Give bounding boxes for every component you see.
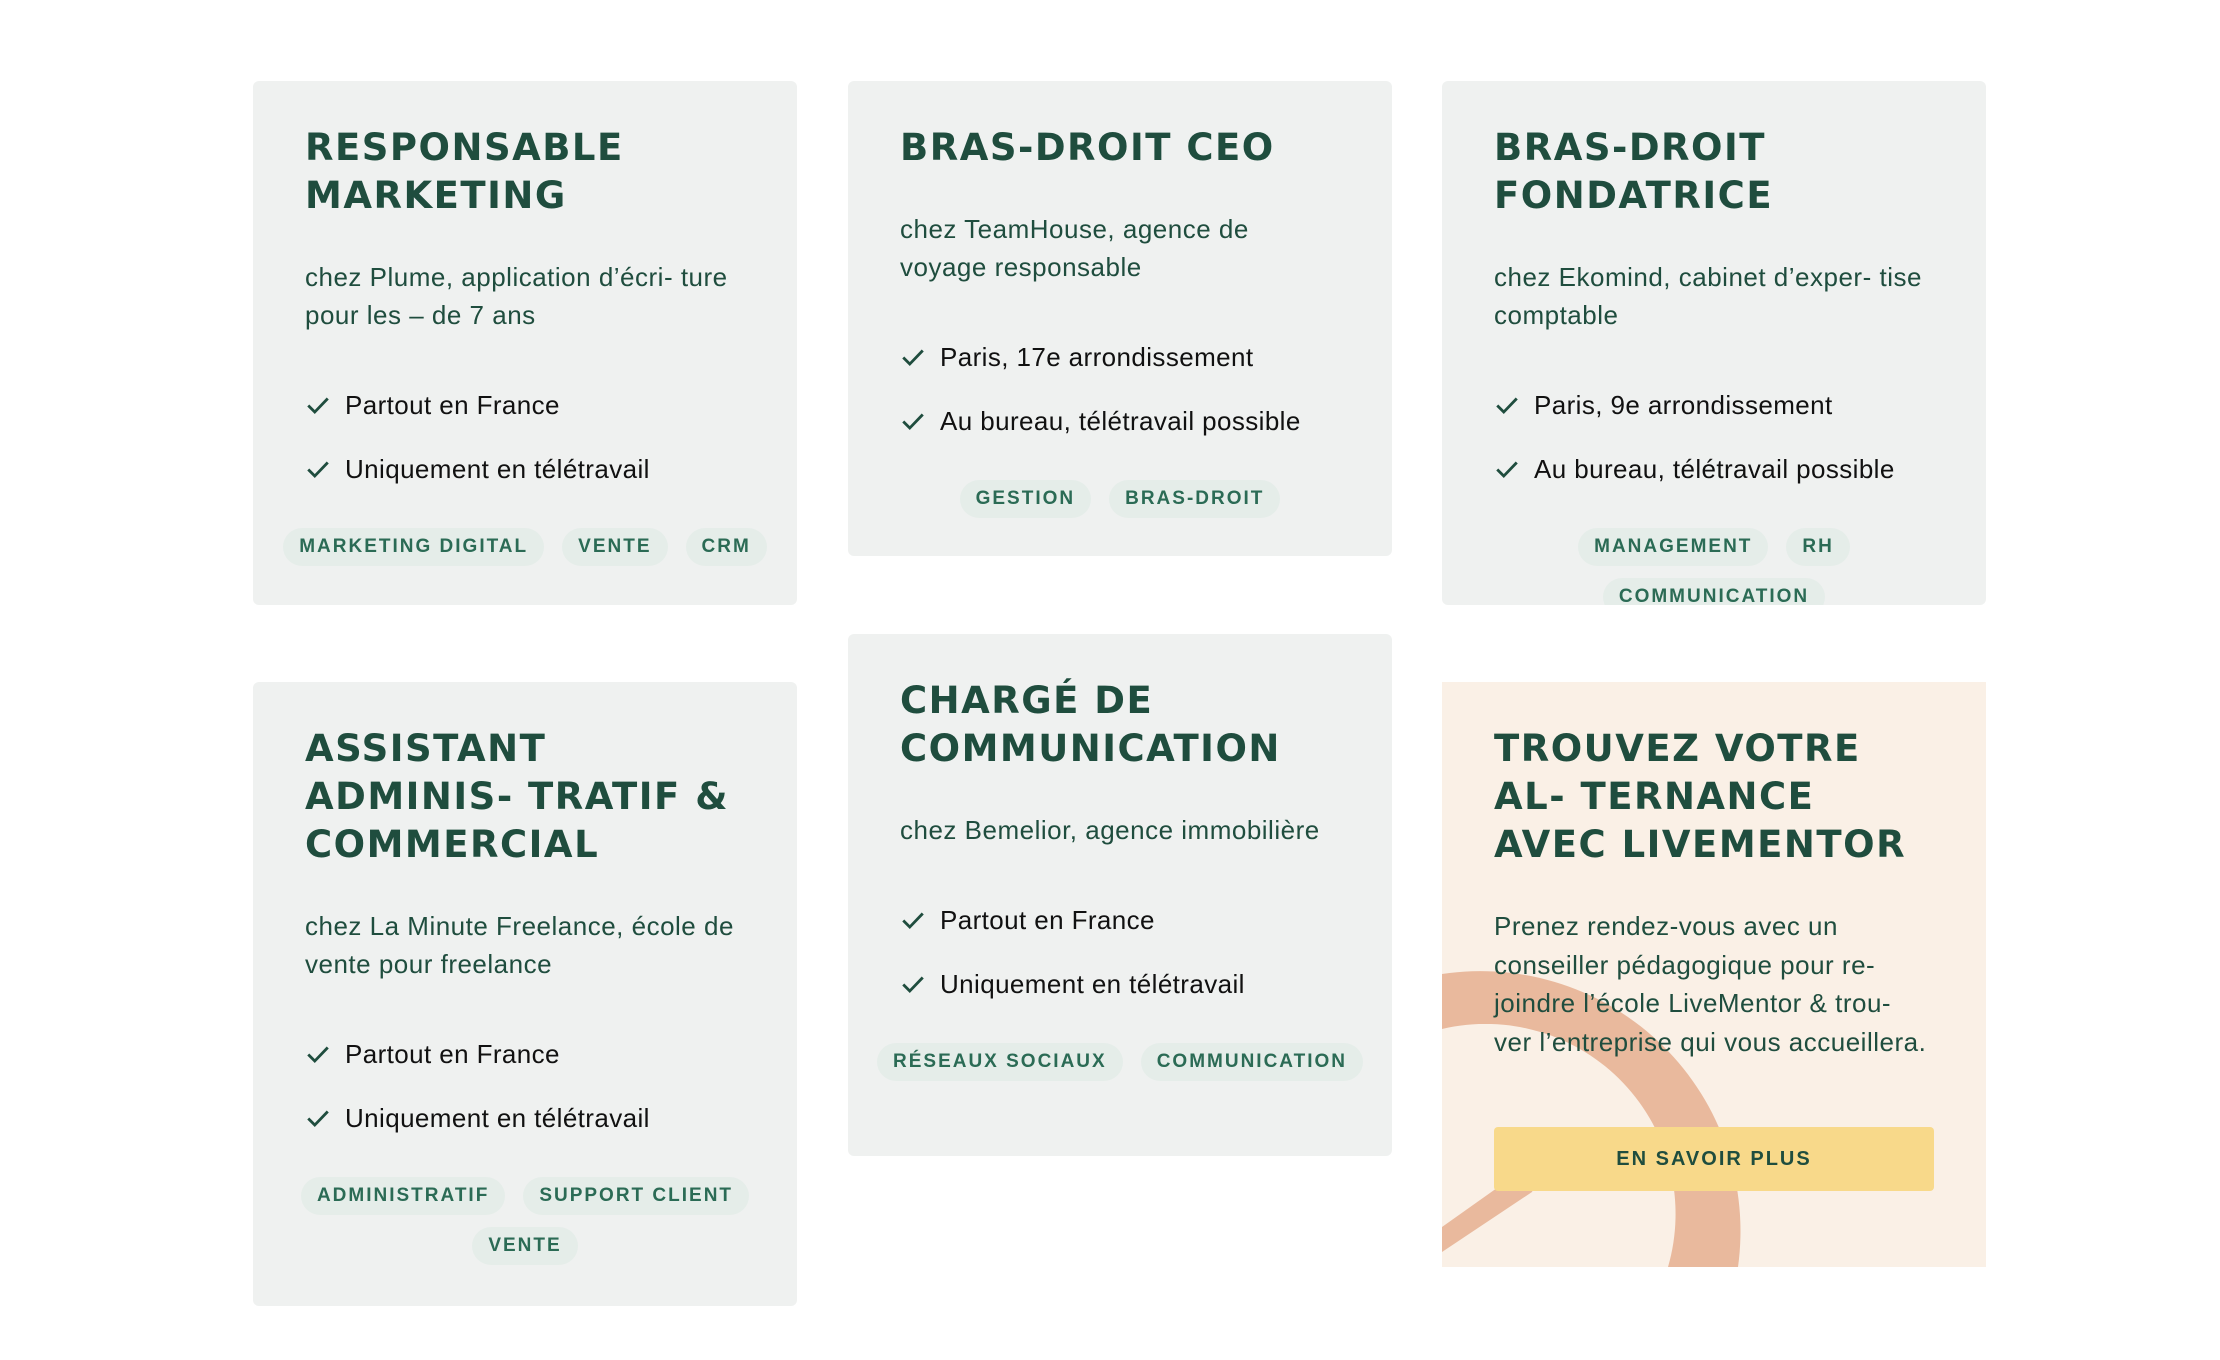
- job-title: ASSISTANT ADMINIS- TRATIF & COMMERCIAL: [305, 727, 729, 866]
- feature-list: [900, 901, 1340, 1003]
- check-icon: [900, 907, 926, 933]
- job-card[interactable]: [848, 81, 1392, 556]
- feature-label: Paris, 17e arrondissement: [940, 342, 1254, 372]
- feature-item: [900, 901, 1340, 939]
- feature-item: [900, 338, 1340, 376]
- feature-list: [305, 386, 745, 488]
- feature-item: [305, 386, 745, 424]
- job-card[interactable]: [253, 682, 797, 1306]
- job-card[interactable]: [253, 81, 797, 605]
- job-card[interactable]: [1442, 81, 1986, 605]
- tag[interactable]: MARKETING DIGITAL: [283, 528, 544, 566]
- check-icon: [305, 1041, 331, 1067]
- feature-label: Au bureau, télétravail possible: [1534, 454, 1895, 484]
- feature-item: [1494, 450, 1934, 488]
- tag[interactable]: COMMUNICATION: [1603, 578, 1825, 605]
- company-description: chez Plume, application d’écri- ture pour les – de 7 ans: [305, 262, 728, 330]
- tag[interactable]: VENTE: [562, 528, 667, 566]
- feature-item: [900, 965, 1340, 1003]
- tag-list: [269, 528, 781, 566]
- check-icon: [900, 408, 926, 434]
- tag[interactable]: RH: [1786, 528, 1849, 566]
- job-title: RESPONSABLE MARKETING: [305, 126, 624, 217]
- tag[interactable]: SUPPORT CLIENT: [523, 1177, 749, 1215]
- check-icon: [900, 971, 926, 997]
- feature-list: [1494, 386, 1934, 488]
- check-icon: [305, 392, 331, 418]
- job-title: BRAS-DROIT CEO: [900, 126, 1275, 169]
- tag[interactable]: BRAS-DROIT: [1109, 480, 1280, 518]
- job-title: CHARGÉ DE COMMUNICATION: [900, 679, 1281, 770]
- job-card[interactable]: [848, 634, 1392, 1156]
- company-description: chez La Minute Freelance, école de vente pour freelance: [305, 911, 734, 979]
- check-icon: [1494, 456, 1520, 482]
- company-description: chez Bemelior, agence immobilière: [900, 815, 1320, 845]
- learn-more-button[interactable]: EN SAVOIR PLUS: [1494, 1127, 1934, 1191]
- feature-item: [900, 402, 1340, 440]
- check-icon: [1494, 392, 1520, 418]
- tag-list: [1458, 528, 1970, 605]
- feature-label: Partout en France: [345, 390, 560, 420]
- tag[interactable]: GESTION: [960, 480, 1092, 518]
- tag[interactable]: ADMINISTRATIF: [301, 1177, 505, 1215]
- tag-list: [269, 1177, 781, 1265]
- feature-item: [305, 1099, 745, 1137]
- feature-list: [900, 338, 1340, 440]
- cta-card: [1442, 682, 1986, 1267]
- company-description: chez Ekomind, cabinet d’exper- tise comptable: [1494, 262, 1922, 330]
- feature-label: Paris, 9e arrondissement: [1534, 390, 1833, 420]
- tag[interactable]: CRM: [686, 528, 767, 566]
- check-icon: [305, 456, 331, 482]
- feature-label: Partout en France: [345, 1039, 560, 1069]
- feature-label: Au bureau, télétravail possible: [940, 406, 1301, 436]
- tag-list: [864, 1043, 1376, 1081]
- feature-label: Uniquement en télétravail: [345, 1103, 650, 1133]
- feature-item: [305, 450, 745, 488]
- cta-title: TROUVEZ VOTRE AL- TERNANCE AVEC LIVEMENTOR: [1494, 727, 1907, 866]
- tag[interactable]: VENTE: [472, 1227, 577, 1265]
- tag[interactable]: MANAGEMENT: [1578, 528, 1768, 566]
- cta-description: Prenez rendez-vous avec un conseiller pédagogique pour re- joindre l’école LiveMentor & trou- ver l’entreprise qui vous accueillera.: [1494, 911, 1927, 1057]
- company-description: chez TeamHouse, agence de voyage responsable: [900, 214, 1249, 282]
- tag[interactable]: RÉSEAUX SOCIAUX: [877, 1043, 1123, 1081]
- tag[interactable]: COMMUNICATION: [1141, 1043, 1363, 1081]
- check-icon: [305, 1105, 331, 1131]
- job-title: BRAS-DROIT FONDATRICE: [1494, 126, 1774, 217]
- feature-item: [1494, 386, 1934, 424]
- feature-label: Uniquement en télétravail: [345, 454, 650, 484]
- feature-label: Uniquement en télétravail: [940, 969, 1245, 999]
- feature-label: Partout en France: [940, 905, 1155, 935]
- check-icon: [900, 344, 926, 370]
- feature-item: [305, 1035, 745, 1073]
- tag-list: [864, 480, 1376, 518]
- feature-list: [305, 1035, 745, 1137]
